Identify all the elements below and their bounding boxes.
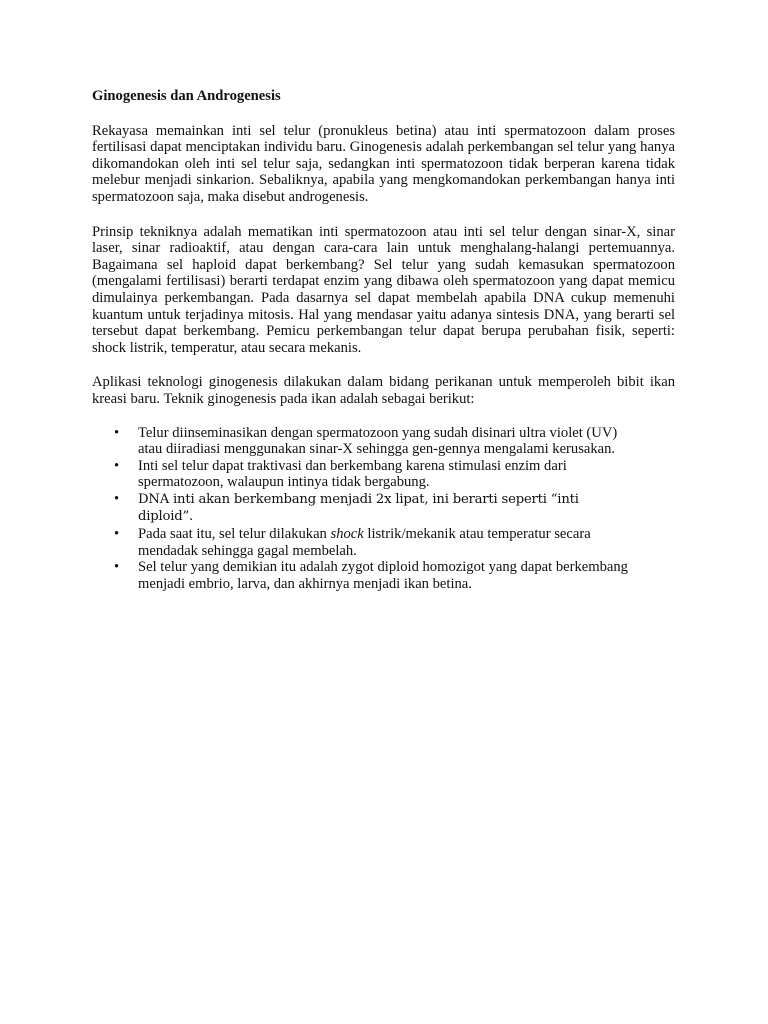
bullet-icon: •	[114, 424, 120, 441]
list-item	[92, 458, 675, 491]
bullet-icon: •	[114, 559, 120, 576]
document-page	[92, 88, 675, 592]
list-item-text-before: Pada saat itu, sel telur dilakukan	[138, 526, 331, 543]
paragraph-intro: Rekayasa memainkan inti sel telur (pronukleus betina) atau inti spermatozoon dalam proses fertilisasi dapat menciptakan individu baru. Ginogenesis adalah perkembangan sel telur yang hanya dikomandokan oleh inti sel telur saja, sedangkan inti spermatozoon tidak berperan karena tidak melebur menjadi sinkarion. Sebaliknya, apabila yang mengkomandokan perkembangan hanya inti spermatozoon saja, maka disebut androgenesis.	[92, 122, 675, 205]
paragraph-application: Aplikasi teknologi ginogenesis dilakukan dalam bidang perikanan untuk memperoleh bibit ikan kreasi baru. Teknik ginogenesis pada ikan adalah sebagai berikut:	[92, 374, 675, 407]
list-item	[92, 491, 675, 526]
list-item-text: Telur diinseminasikan dengan spermatozoon yang sudah disinari ultra violet (UV) atau diiradiasi menggunakan sinar-X sehingga gen-gennya mengalami kerusakan.	[138, 424, 618, 458]
list-item-text-after: listrik/mekanik atau temperatur secara mendadak sehingga gagal membelah.	[138, 526, 591, 559]
list-item	[92, 559, 675, 592]
list-item-text-italic: shock	[330, 526, 364, 543]
list-item	[92, 425, 675, 458]
paragraph-principle: Prinsip tekniknya adalah mematikan inti spermatozoon atau inti sel telur dengan sinar-X, sinar laser, sinar radioaktif, atau dengan cara-cara lain untuk menghalang-halangi pertemuannya. Bagaimana sel haploid dapat berkembang? Sel telur yang sudah kemasukan spermatozoon (mengalami fertilisasi) berarti terdapat enzim yang dibawa oleh spermatozoon yang dapat memicu dimulainya perkembangan. Pada dasarnya sel dapat membelah apabila DNA cukup memenuhi kuantum untuk terjadinya mitosis. Hal yang mendasar yaitu adanya sintesis DNA, yang berarti sel tersebut dapat berkembang. Pemicu perkembangan telur dapat berupa perubahan fisik, seperti: shock listrik, temperatur, atau secara mekanis.	[92, 223, 675, 356]
document-title: Ginogenesis dan Androgenesis	[92, 88, 281, 104]
bullet-icon: •	[114, 490, 120, 507]
list-item	[92, 526, 675, 559]
bullet-icon: •	[114, 457, 120, 474]
technique-steps-list	[92, 425, 675, 593]
bullet-icon: •	[114, 526, 120, 543]
list-item-text: Sel telur yang demikian itu adalah zygot diploid homozigot yang dapat berkembang menjadi embrio, larva, dan akhirnya menjadi ikan betina.	[138, 559, 628, 592]
list-item-text: DNA inti akan berkembang menjadi 2x lipat, ini berarti seperti “inti diploid”.	[138, 491, 579, 525]
list-item-text: Inti sel telur dapat traktivasi dan berkembang karena stimulasi enzim dari spermatozoon, walaupun intinya tidak bergabung.	[138, 457, 567, 491]
